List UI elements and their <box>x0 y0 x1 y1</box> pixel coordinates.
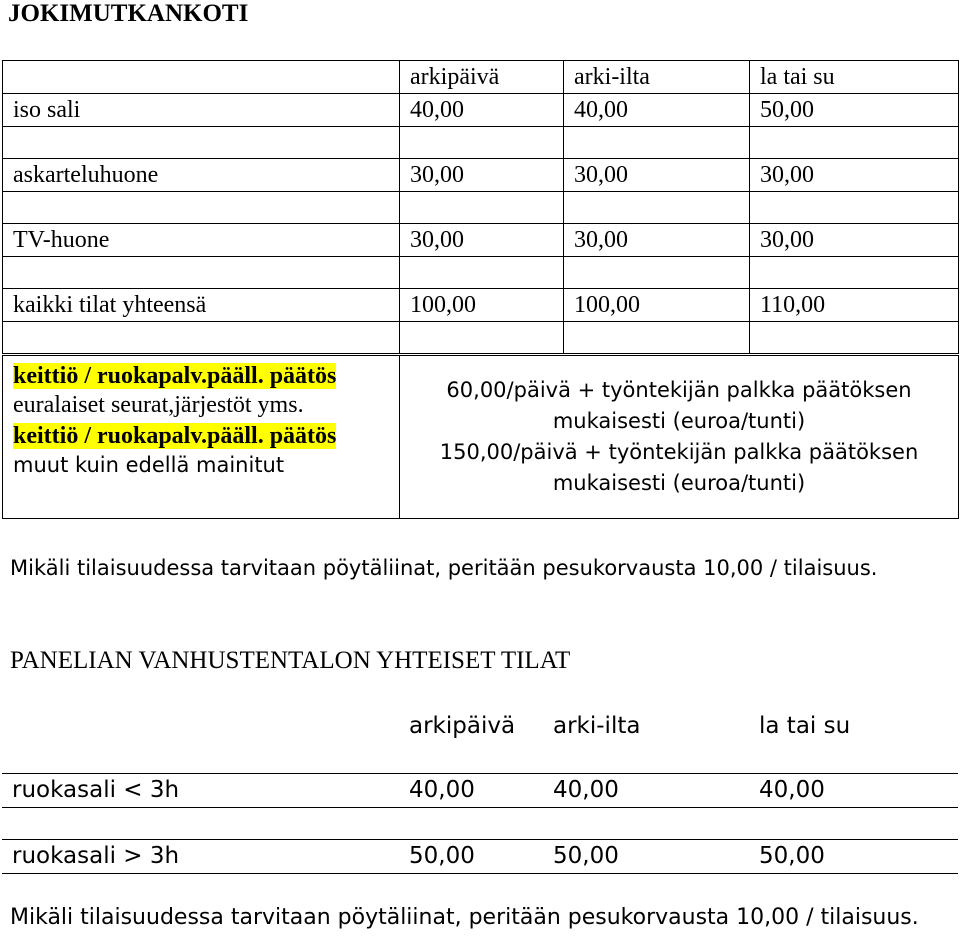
price-cell: 30,00 <box>564 224 750 257</box>
price-cell: 50,00 <box>750 94 959 127</box>
price-cell: 40,00 <box>564 94 750 127</box>
table-row <box>3 94 959 127</box>
price-cell: 30,00 <box>564 159 750 192</box>
header-empty-cell <box>3 61 400 94</box>
spacer-row <box>3 257 959 289</box>
header-cell: arki-ilta <box>553 712 641 739</box>
table-row <box>3 159 959 192</box>
price-cell: 30,00 <box>750 224 959 257</box>
kitchen-terms-cell <box>3 356 400 519</box>
price-cell: 110,00 <box>750 289 959 322</box>
tablecloth-note-1: Mikäli tilaisuudessa tarvitaan pöytäliinat, peritään pesukorvausta 10,00 / tilaisuus. <box>10 556 878 580</box>
header-cell: arki-ilta <box>564 61 750 94</box>
price-cell: 100,00 <box>564 289 750 322</box>
header-cell: arkipäivä <box>409 712 516 739</box>
room-name-cell: ruokasali > 3h <box>2 839 399 873</box>
kitchen-detail-cell <box>400 356 959 519</box>
table-row <box>3 224 959 257</box>
spacer-row <box>3 127 959 159</box>
price-cell: 30,00 <box>400 159 564 192</box>
room-name-cell: askarteluhuone <box>3 159 400 192</box>
spacer-row <box>3 322 959 354</box>
kitchen-detail-2a: 150,00/päivä + työntekijän palkka päätöksen <box>439 440 919 464</box>
price-cell: 30,00 <box>400 224 564 257</box>
table-header-row <box>2 708 958 743</box>
section-title-panelia: PANELIAN VANHUSTENTALON YHTEISET TILAT <box>10 647 571 674</box>
kitchen-row <box>3 356 959 519</box>
price-cell: 30,00 <box>750 159 959 192</box>
price-cell: 40,00 <box>400 94 564 127</box>
header-cell: la tai su <box>750 61 959 94</box>
price-cell: 100,00 <box>400 289 564 322</box>
kitchen-sub-1: euralaiset seurat,järjestöt yms. <box>13 392 304 418</box>
price-cell: 50,00 <box>399 839 543 873</box>
table-header-row <box>3 61 959 94</box>
table-row <box>2 839 958 873</box>
table-row <box>3 289 959 322</box>
header-cell: la tai su <box>759 712 851 739</box>
kitchen-detail-1a: 60,00/päivä + työntekijän palkka päätöksen <box>446 378 912 402</box>
room-name-cell: kaikki tilat yhteensä <box>3 289 400 322</box>
room-name-cell: TV-huone <box>3 224 400 257</box>
price-cell: 40,00 <box>543 773 749 807</box>
kitchen-keyword-2: keittiö / ruokapalv.pääll. päätös <box>13 423 337 449</box>
kitchen-price-table <box>2 355 959 519</box>
price-cell: 40,00 <box>399 773 543 807</box>
tablecloth-note-2: Mikäli tilaisuudessa tarvitaan pöytäliinat, peritään pesukorvausta 10,00 / tilaisuus. <box>10 905 919 930</box>
spacer-row <box>3 192 959 224</box>
kitchen-keyword-1: keittiö / ruokapalv.pääll. päätös <box>13 363 337 389</box>
price-cell: 50,00 <box>543 839 749 873</box>
table-row <box>2 773 958 807</box>
price-cell: 50,00 <box>749 839 958 873</box>
price-table-panelia <box>2 708 958 874</box>
kitchen-detail-1b: mukaisesti (euroa/tunti) <box>552 409 806 433</box>
room-name-cell: iso sali <box>3 94 400 127</box>
page-title: JOKIMUTKANKOTI <box>8 0 249 27</box>
price-table-jokimutkankoti <box>2 60 959 354</box>
kitchen-detail-2b: mukaisesti (euroa/tunti) <box>552 471 806 495</box>
kitchen-sub-2: muut kuin edellä mainitut <box>13 453 285 477</box>
header-cell: arkipäivä <box>400 61 564 94</box>
room-name-cell: ruokasali < 3h <box>2 773 399 807</box>
price-cell: 40,00 <box>749 773 958 807</box>
header-empty-cell <box>2 708 399 743</box>
